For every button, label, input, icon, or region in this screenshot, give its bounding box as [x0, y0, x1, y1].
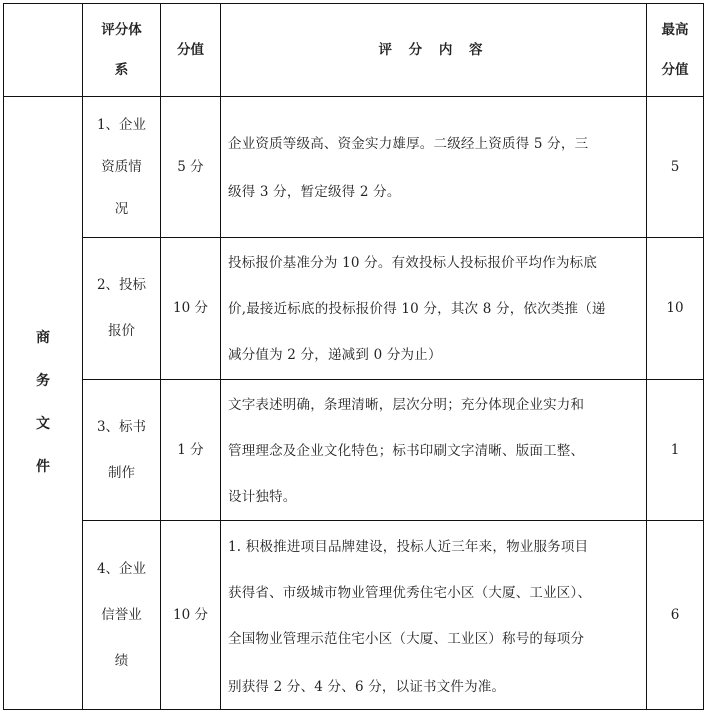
header-scoring-system-line1: 评分体 [101, 21, 142, 38]
row-scoring-system [83, 521, 160, 709]
row-max-points-value: 6 [670, 606, 680, 623]
row-max-points-value: 10 [666, 300, 684, 316]
grid-line-header-bottom [3, 96, 704, 97]
header-max-points-line2: 分值 [661, 61, 689, 78]
row-content-line: 管理理念及企业文化特色；标书印刷文字清晰、版面工整、 [228, 443, 585, 459]
row-points [161, 238, 220, 379]
header-scoring-content-label: 评 分 内 容 [378, 41, 489, 58]
row-points [161, 380, 220, 520]
row-points [161, 521, 220, 709]
header-points [161, 4, 220, 96]
row-max-points [647, 238, 703, 379]
row-content-line: 投标报价基准分为 10 分。有效投标人投标报价平均作为标底 [228, 255, 598, 271]
grid-line-col3 [220, 3, 221, 710]
header-max-points [647, 4, 703, 96]
row-scoring-system-line: 1、企业 [96, 116, 147, 133]
category-char: 件 [36, 459, 50, 475]
row-content-line: 企业资质等级高、资金实力雄厚。二级经上资质得 5 分，三 [228, 136, 589, 152]
row-scoring-system-line: 资质情 [101, 158, 142, 175]
row-scoring-system-line: 报价 [108, 323, 135, 339]
row-max-points [647, 380, 703, 520]
row-content-line: 文字表述明确，条理清晰，层次分明；充分体现企业实力和 [228, 397, 585, 413]
row-points-value: 1 分 [177, 441, 204, 458]
category-char: 文 [36, 416, 50, 432]
row-content-line: 级得 3 分，暂定级得 2 分。 [228, 184, 401, 200]
row-content-line: 减分值为 2 分，递减到 0 分为止） [228, 347, 442, 363]
row-scoring-system [83, 98, 160, 237]
header-scoring-content [221, 4, 646, 96]
row-points-value: 5 分 [177, 159, 204, 175]
header-scoring-system-line2: 系 [114, 61, 129, 78]
header-scoring-system [83, 4, 160, 96]
category-char: 商 [36, 330, 50, 346]
row-content-line: 设计独特。 [228, 489, 297, 505]
row-content-line: 1. 积极推进项目品牌建设，投标人近三年来，物业服务项目 [228, 539, 589, 555]
row-max-points-value: 1 [670, 441, 680, 458]
row-max-points-value: 5 [670, 159, 680, 175]
grid-line-bottom [3, 709, 704, 710]
row-content-line: 获得省、市级城市物业管理优秀住宅小区（大厦、工业区）、 [228, 585, 592, 601]
row-max-points [647, 521, 703, 709]
row-points-value: 10 分 [173, 606, 208, 623]
category-cell [4, 97, 82, 709]
row-scoring-system-line: 制作 [108, 464, 135, 481]
row-content-line: 别获得 2 分、4 分、6 分，以证书文件为准。 [228, 679, 506, 695]
row-points-value: 10 分 [173, 300, 208, 316]
row-scoring-system [83, 238, 160, 379]
row-scoring-system [83, 380, 160, 520]
category-char: 务 [36, 373, 50, 389]
row-scoring-system-line: 绩 [114, 652, 129, 669]
row-scoring-system-line: 2、投标 [96, 277, 147, 293]
row-scoring-system-line: 况 [114, 201, 129, 218]
header-points-label: 分值 [177, 41, 204, 58]
row-scoring-system-line: 3、标书 [96, 418, 147, 435]
grid-line-right [703, 3, 704, 710]
row-content-line: 价,最接近标底的投标报价得 10 分，其次 8 分，依次类推（递 [228, 301, 606, 317]
row-scoring-system-line: 4、企业 [96, 560, 147, 577]
row-points [161, 98, 220, 237]
row-scoring-system-line: 信誉业 [101, 606, 142, 623]
row-content-line: 全国物业管理示范住宅小区（大厦、工业区）称号的每项分 [228, 631, 585, 647]
row-max-points [647, 98, 703, 237]
header-max-points-line1: 最高 [661, 21, 689, 38]
